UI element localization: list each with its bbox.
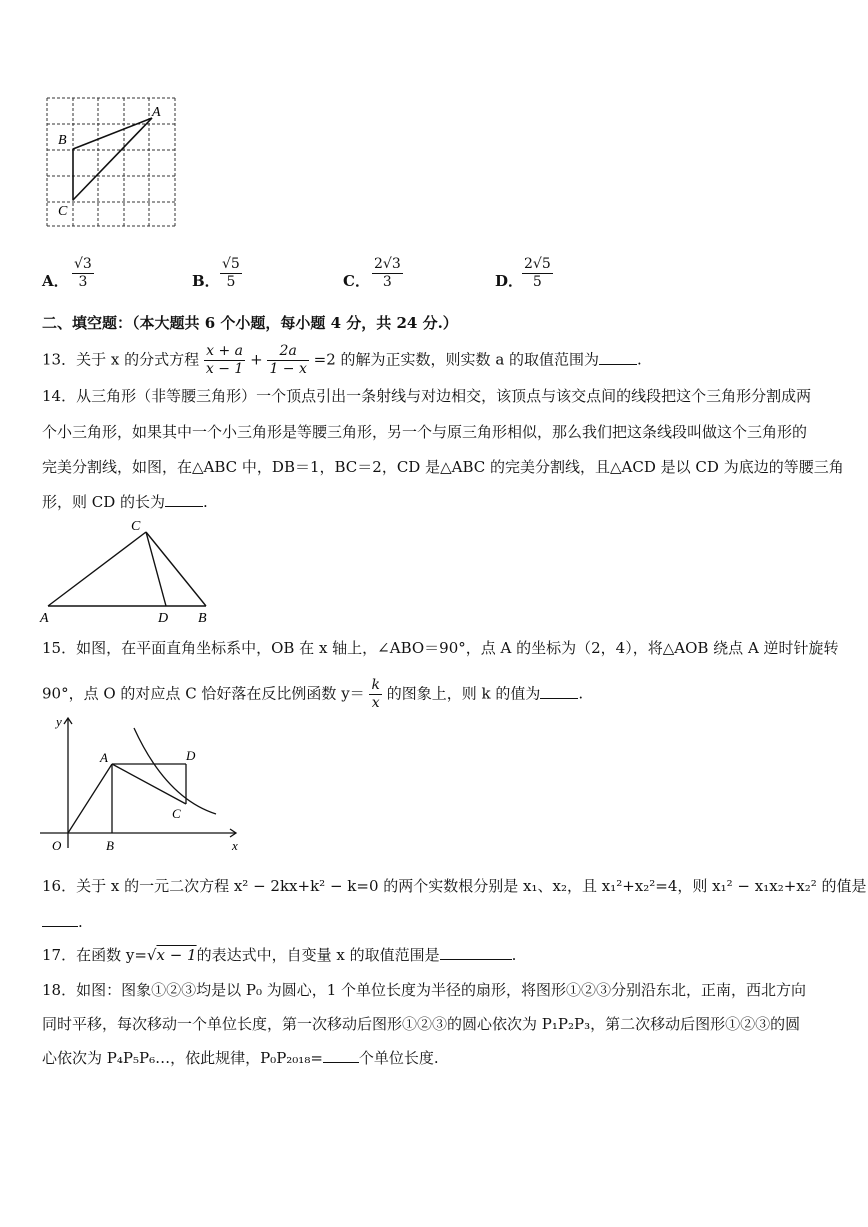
- option-a-letter: A．: [42, 272, 69, 290]
- label-x: x: [232, 838, 238, 853]
- question-16-line-2: .: [42, 912, 83, 932]
- option-c-letter: C．: [343, 272, 370, 290]
- answer-blank-16[interactable]: [42, 912, 78, 927]
- question-18-line-3: 心依次为 P₄P₅P₆…，依此规律，P₀P₂₀₁₈= 个单位长度.: [42, 1049, 439, 1067]
- answer-blank-15[interactable]: [540, 684, 578, 699]
- label-D: D: [186, 748, 196, 763]
- option-a-value: $\frac{√3}{3}$: [74, 256, 92, 290]
- question-14-line-1: 14．从三角形（非等腰三角形）一个顶点引出一条射线与对边相交，该顶点与该交点间的线段把这个三角形分割成两: [42, 387, 812, 405]
- label-C: C: [58, 204, 68, 219]
- answer-blank-14[interactable]: [165, 492, 203, 507]
- question-15-line-1: 15．如图，在平面直角坐标系中，OB 在 x 轴上，∠ABO＝90°，点 A 的坐标为（2，4），将△AOB 绕点 A 逆时针旋转: [42, 639, 839, 657]
- option-d-letter: D．: [495, 272, 524, 290]
- question-13: 13．关于 x 的分式方程 $\frac{x + a}{x - 1}$ + $\frac{2a}{1 - x}$ =2 的解为正实数，则实数 a 的取值范围为 .: [42, 343, 642, 377]
- label-B: B: [58, 133, 67, 148]
- grid-triangle-figure: [40, 92, 180, 232]
- label-B: B: [106, 838, 114, 853]
- answer-blank-13[interactable]: [599, 350, 637, 365]
- sqrt-sign: √: [146, 946, 157, 964]
- label-A: A: [100, 750, 108, 765]
- fraction-1: $\frac{x + a}{x - 1}$: [205, 343, 244, 377]
- question-15-line-2: 90°，点 O 的对应点 C 恰好落在反比例函数 y＝ $\frac{k}{x}$ 的图象上，则 k 的值为 .: [42, 677, 584, 711]
- question-16-line-1: 16．关于 x 的一元二次方程 x² − 2kx+k² − k=0 的两个实数根分别是 x₁、x₂，且 x₁²+x₂²=4，则 x₁² − x₁x₂+x₂² 的值是: [42, 877, 867, 895]
- option-b-value: $\frac{√5}{5}$: [222, 256, 240, 290]
- option-b-letter: B．: [192, 272, 220, 290]
- question-14-line-4: 形，则 CD 的长为 .: [42, 493, 208, 511]
- question-14-line-2: 个小三角形，如果其中一个小三角形是等腰三角形，另一个与原三角形相似，那么我们把这条线段叫做这个三角形的: [42, 423, 808, 441]
- option-d-value: $\frac{2√5}{5}$: [524, 256, 551, 290]
- question-17: 17．在函数 y=√x − 1的表达式中，自变量 x 的取值范围是 .: [42, 946, 517, 964]
- triangle-abc-figure: [36, 514, 216, 626]
- answer-blank-18[interactable]: [323, 1048, 359, 1063]
- label-A: A: [152, 105, 161, 120]
- label-D: D: [158, 611, 169, 626]
- label-O: O: [52, 838, 62, 853]
- question-18-line-2: 同时平移，每次移动一个单位长度，第一次移动后图形①②③的圆心依次为 P₁P₂P₃，第二次移动后图形①②③的圆: [42, 1015, 801, 1033]
- question-14-line-3: 完美分割线，如图，在△ABC 中，DB＝1，BC＝2，CD 是△ABC 的完美分割线，且△ACD 是以 CD 为底边的等腰三角: [42, 458, 844, 476]
- coordinate-figure: [36, 708, 246, 856]
- section-heading: 二、填空题：（本大题共 6 个小题，每小题 4 分，共 24 分.）: [42, 314, 458, 332]
- label-C: C: [172, 806, 181, 821]
- fraction-2: $\frac{2a}{1 - x}$: [269, 343, 307, 377]
- option-c-value: $\frac{2√3}{3}$: [374, 256, 401, 290]
- label-A: A: [40, 611, 49, 626]
- label-B: B: [198, 611, 207, 626]
- question-18-line-1: 18．如图：图象①②③均是以 P₀ 为圆心，1 个单位长度为半径的扇形，将图形①②③分别沿东北，正南，西北方向: [42, 981, 807, 999]
- fraction-k-over-x: $\frac{k}{x}$: [371, 677, 380, 711]
- label-C: C: [131, 519, 141, 534]
- answer-blank-17[interactable]: [440, 945, 512, 960]
- label-y: y: [56, 714, 62, 729]
